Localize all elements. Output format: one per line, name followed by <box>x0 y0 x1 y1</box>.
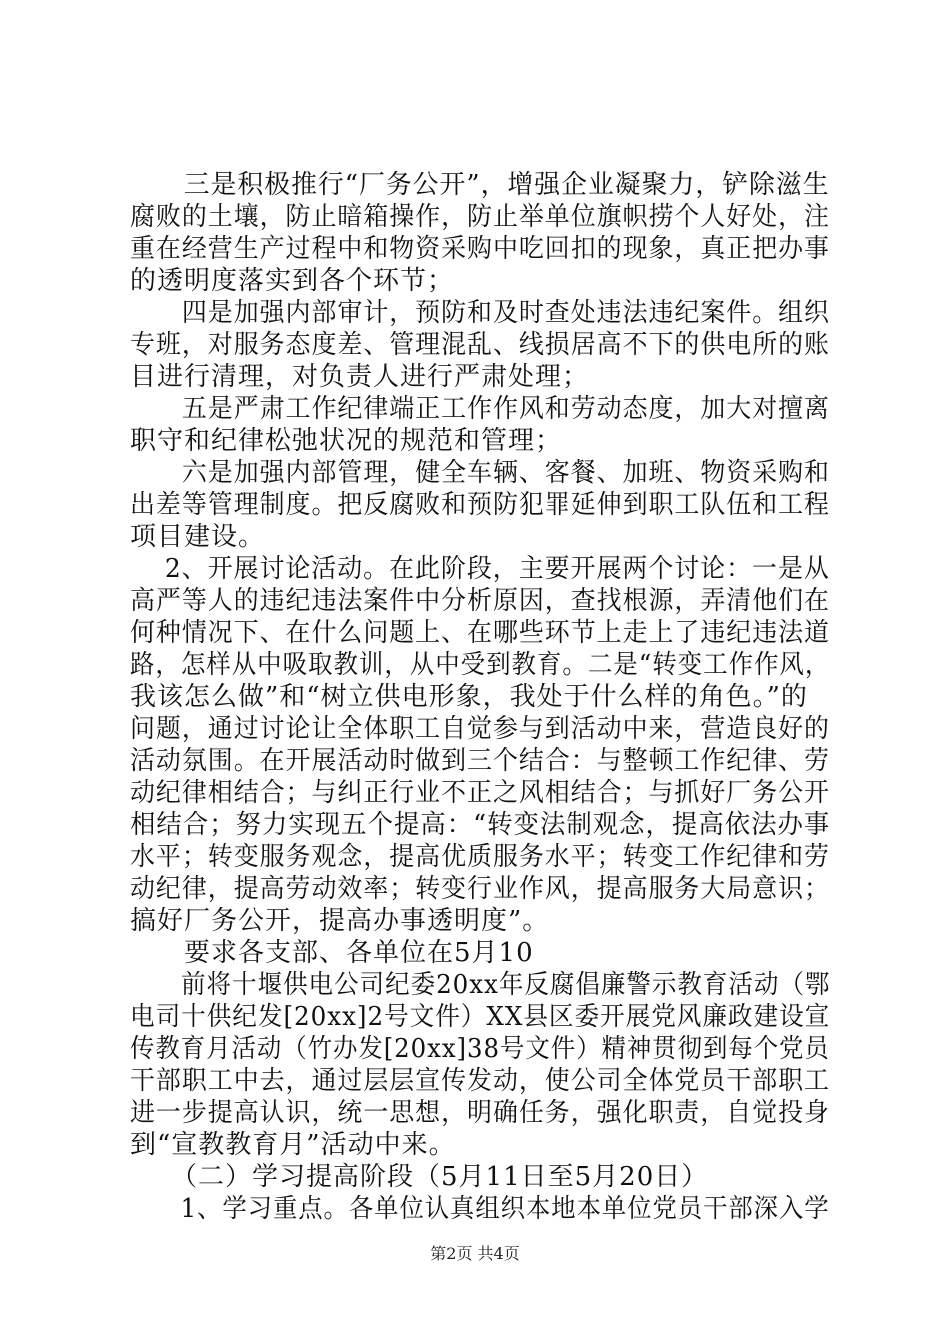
text-line: 四是加强内部审计，预防和及时查处违法违纪案件。组织 <box>130 298 831 328</box>
text-line: 电司十供纪发[20xx]2号文件）XX县区委开展党风廉政建设宣 <box>130 1002 831 1032</box>
text-line: 重在经营生产过程中和物资采购中吃回扣的现象，真正把办事 <box>130 234 831 264</box>
text-line: 专班，对服务态度差、管理混乱、线损居高不下的供电所的账 <box>130 330 831 360</box>
text-line: 传教育月活动（竹办发[20xx]38号文件）精神贯彻到每个党员 <box>130 1034 830 1064</box>
text-line: 2、开展讨论活动。在此阶段，主要开展两个讨论：一是从 <box>130 554 830 584</box>
page-number-footer: 第2页 共4页 <box>430 1244 520 1263</box>
text-line: 五是严肃工作纪律端正工作作风和劳动态度，加大对擅离 <box>130 394 831 424</box>
text-line: 的透明度落实到各个环节； <box>130 266 455 296</box>
text-line: 前将十堰供电公司纪委20xx年反腐倡廉警示教育活动（鄂 <box>130 970 831 1000</box>
text-line: 到“宣教教育月”活动中来。 <box>130 1130 456 1160</box>
text-line: 干部职工中去，通过层层宣传发动，使公司全体党员干部职工 <box>130 1066 831 1096</box>
text-line: 六是加强内部管理，健全车辆、客餐、加班、物资采购和 <box>130 458 831 488</box>
text-line: （二）学习提高阶段（5月11日至5月20日） <box>130 1162 709 1192</box>
text-line: 何种情况下、在什么问题上、在哪些环节上走上了违纪违法道 <box>130 618 831 648</box>
text-line: 动纪律，提高劳动效率；转变行业作风，提高服务大局意识； <box>130 874 831 904</box>
text-line: 出差等管理制度。把反腐败和预防犯罪延伸到职工队伍和工程 <box>130 490 831 520</box>
text-line: 相结合；努力实现五个提高：“转变法制观念，提高依法办事 <box>130 810 831 840</box>
text-line: 高严等人的违纪违法案件中分析原因，查找根源，弄清他们在 <box>130 586 831 616</box>
text-line: 项目建设。 <box>130 522 266 552</box>
text-line: 要求各支部、各单位在5月10 <box>130 938 534 968</box>
text-line: 进一步提高认识，统一思想，明确任务，强化职责，自觉投身 <box>130 1098 831 1128</box>
text-line: 我该怎么做”和“树立供电形象，我处于什么样的角色。”的 <box>130 682 808 712</box>
text-line: 动纪律相结合；与纠正行业不正之风相结合；与抓好厂务公开 <box>130 778 831 808</box>
text-line: 搞好厂务公开，提高办事透明度”。 <box>130 906 550 936</box>
text-line: 活动氛围。在开展活动时做到三个结合：与整顿工作纪律、劳 <box>130 746 831 776</box>
text-line: 水平；转变服务观念，提高优质服务水平；转变工作纪律和劳 <box>130 842 831 872</box>
text-line: 问题，通过讨论让全体职工自觉参与到活动中来，营造良好的 <box>130 714 831 744</box>
text-line: 1、学习重点。各单位认真组织本地本单位党员干部深入学 <box>130 1194 830 1224</box>
text-line: 腐败的土壤，防止暗箱操作，防止举单位旗帜捞个人好处，注 <box>130 202 831 232</box>
text-line: 职守和纪律松弛状况的规范和管理； <box>130 426 563 456</box>
text-line: 路，怎样从中吸取教训，从中受到教育。二是“转变工作作风， <box>130 650 831 680</box>
text-line: 目进行清理，对负责人进行严肃处理； <box>130 362 590 392</box>
text-line: 三是积极推行“厂务公开”，增强企业凝聚力，铲除滋生 <box>130 170 830 200</box>
